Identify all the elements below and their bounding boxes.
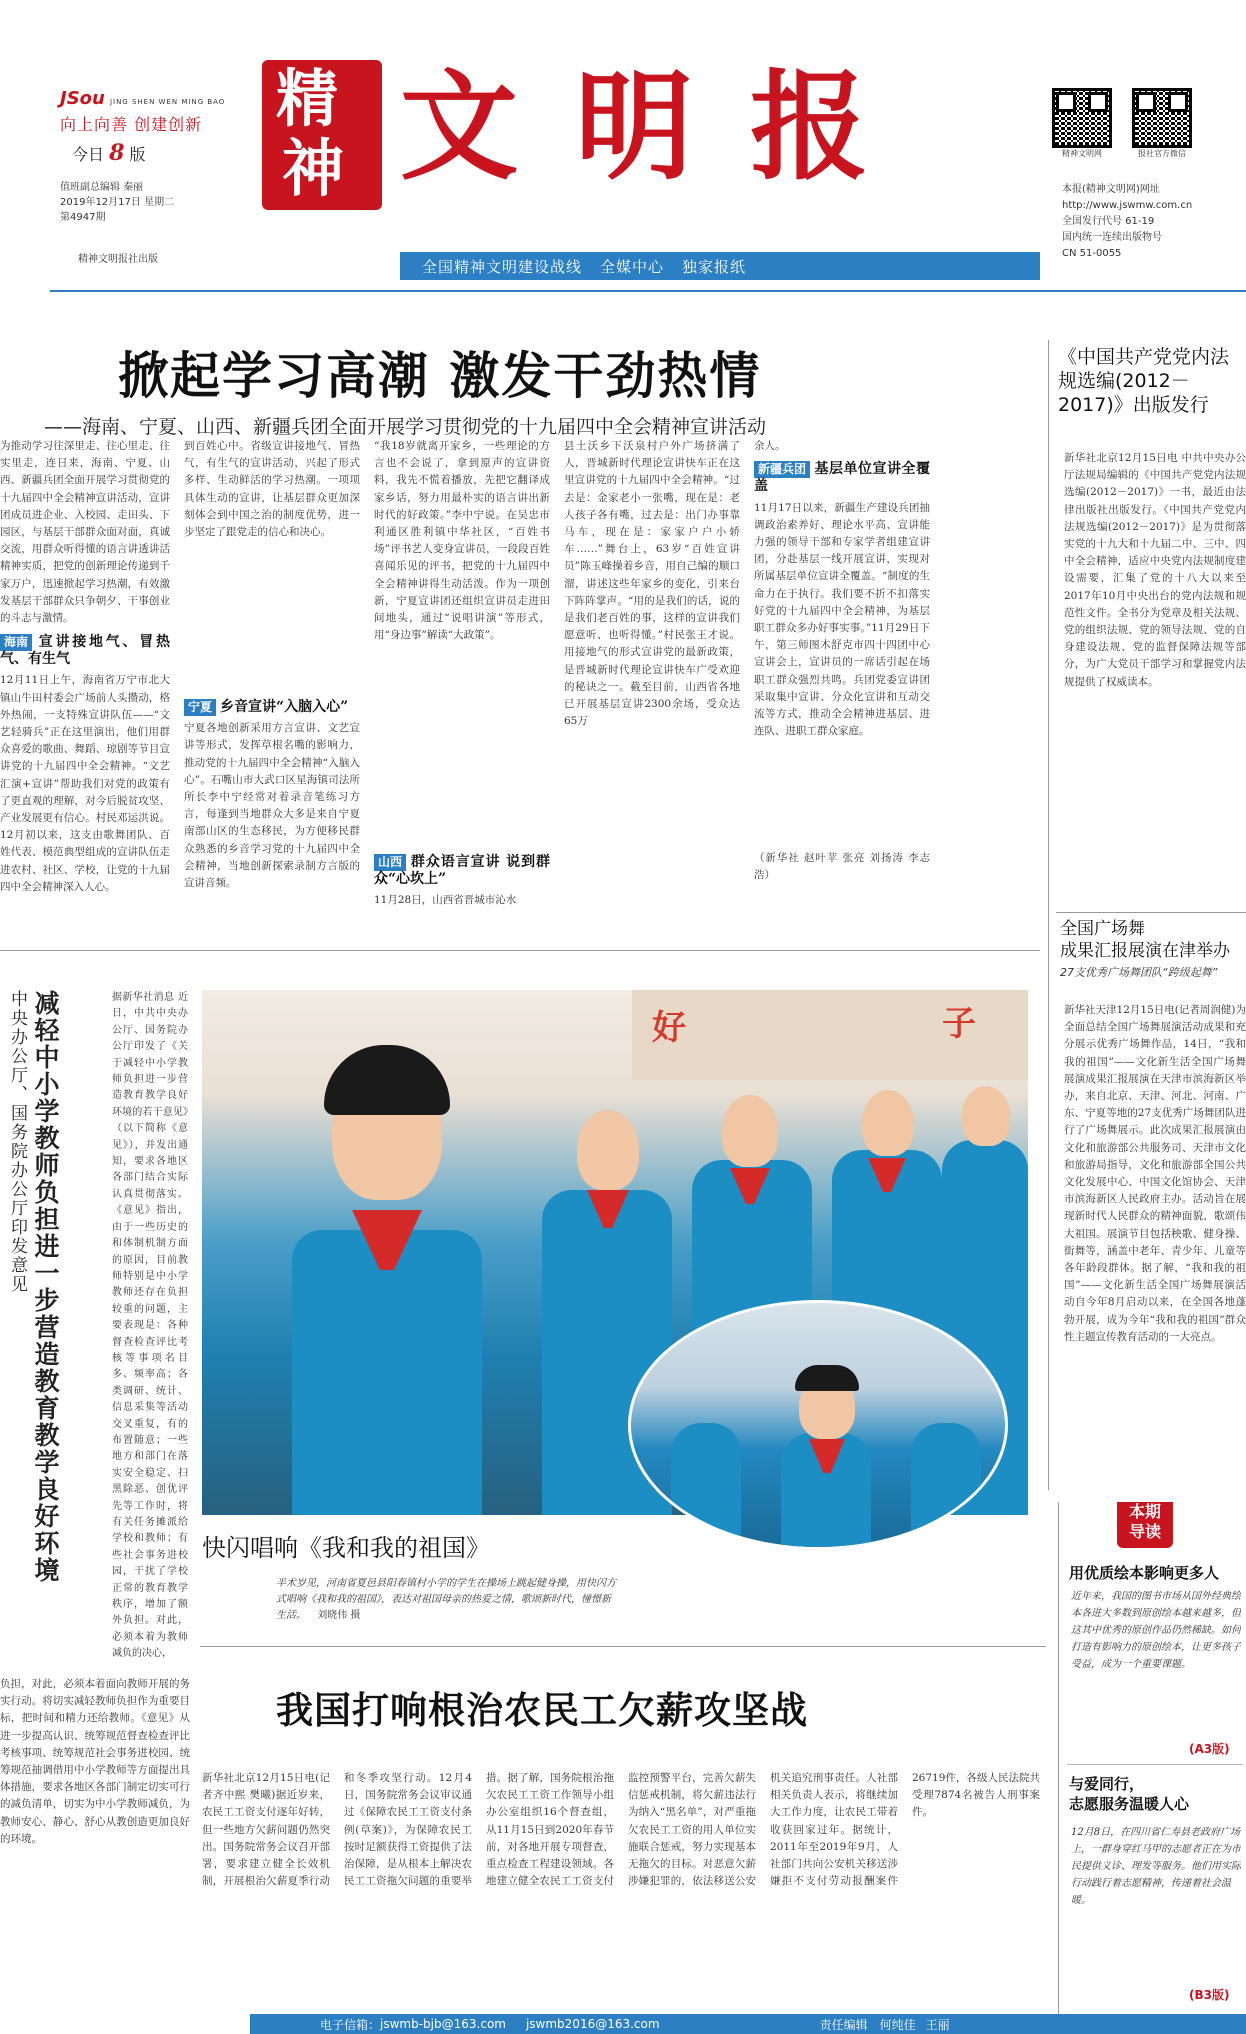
right-mid-title-line: 全国广场舞 <box>1060 919 1145 939</box>
photo-student-face <box>962 1086 1010 1146</box>
section-tag: 新疆兵团 <box>754 461 810 478</box>
section-bingtuan <box>754 461 930 495</box>
today-pages <box>72 140 146 166</box>
guide-item1-title[interactable]: 用优质绘本影响更多人 <box>1069 1564 1220 1582</box>
lead-paragraph: 到百姓心中。省级宣讲接地气、冒热气，有生气的宣讲活动，兴起了形式多样、生动鲜活的学习热潮。一项项具体生动的宣讲，让基层群众更加深刻体会到中国之治的制度优势，进一步坚定了跟党走的信心和决心。 <box>184 440 360 539</box>
brand-small-text: JSou <box>60 88 105 109</box>
photo-student-hair <box>795 1365 859 1391</box>
info-line: 本报(精神文明网)网址 <box>1062 184 1160 195</box>
brand-pinyin: JING SHEN WEN MING BAO <box>109 98 226 106</box>
right-top-body: 新华社北京12月15日电 中共中央办公厅法规局编辑的《中国共产党党内法规选编(2012－2017)》一书，最近由法律出版社出版发行。《中国共产党党内法规选编(2012－2017)》是为贯彻落实党的十九大和十九届二中、三中、四中全会精神，适应中央党内法规制度建设需要，汇集了党的十八大以来至2017年10月中央出台的党内法规和规范性文件。全书分为党章及相关法规、党的组织法规、党的领导法规、党的自身建设法规、党的监督保障法规等部分，为广大党员干部学习和掌握党内法规提供了权威读本。 <box>1064 452 1246 688</box>
info-line: 国内统一连续出版物号 <box>1062 232 1162 243</box>
guide-item1-ref[interactable]: (A3版) <box>1189 1742 1230 1756</box>
lead-col-2 <box>184 438 360 900</box>
masthead-divider <box>50 290 1246 292</box>
issue-meta <box>60 180 174 225</box>
today-prefix: 今日 <box>72 145 105 164</box>
lead-paragraph: 为推动学习往深里走、往心里走、往实里走，连日来，海南、宁夏、山西、新疆兵团全面开展学习贯彻党的十九届四中全会精神宣讲活动，宣讲团成员进企业、入校园、走田头、下园区，与基层干部群众面对面，真诚交流，用群众听得懂的语言讲透讲活精神实质，把党的创新理论传递到千家万户，迅速掀起学习热潮，有效激发基层干部群众只争朝夕、干事创业的斗志与激情。 <box>0 440 170 625</box>
right-mid-subtitle: 27支优秀广场舞团队“跨级起舞” <box>1060 966 1218 979</box>
lead-col-4 <box>564 438 740 922</box>
issue-date: 2019年12月17日 星期二 <box>60 197 175 208</box>
bottom-headline: 我国打响根治农民工欠薪攻坚战 <box>276 1689 808 1732</box>
photo-credit: 刘晓伟 摄 <box>317 1610 361 1621</box>
lead-byline: （新华社 赵叶苹 张亮 刘扬涛 李志浩） <box>754 851 930 881</box>
left-feature-body-lower: 负担，对此，必须本着面向教师开展的务实行动。将切实减轻教师负担作为重要目标，把时间和精力还给教师。《意见》从进一步提高认识、统筹规范督查检查评比考核事项、统筹规范社会事务进校园、统筹规范抽调借用中小学教师等方面提出具体措施，要求各地区各部门制定切实可行的减负清单，切实为中小学教师减负，为教师安心、静心、舒心从教创造更加良好的环境。 <box>0 1678 190 1845</box>
masthead-seal <box>262 60 382 210</box>
guide-item2-ref[interactable]: (B3版) <box>1189 1988 1230 2002</box>
section-title: 基层单位宣讲全覆盖 <box>754 461 930 495</box>
qr-right <box>1132 88 1192 159</box>
lead-article <box>0 438 1040 928</box>
footer-email-2[interactable]: jswmb2016@163.com <box>525 2017 660 2031</box>
masthead-info <box>1062 182 1192 262</box>
info-line: 全国发行代号 61-19 <box>1062 216 1155 227</box>
section-title: 群众语言宣讲 说到群众“心坎上” <box>374 854 550 888</box>
section-title: 乡音宣讲“入脑入心” <box>220 699 349 715</box>
guide-label-line: 导读 <box>1128 1522 1161 1541</box>
lead-paragraph: 12月11日上午，海南省万宁市北大镇山牛田村委会广场前人头攒动，格外热闹，一支特殊宣讲队伍——“文艺轻骑兵”正在这里演出，他们用群众喜爱的歌曲、舞蹈、琼剧等节目宣讲党的十九届四中全会精神。“文艺汇演+宣讲”帮助我们对党的政策有了更直观的理解，对今后脱贫攻坚、产业发展更有信心。村民邓运洪说。12月初以来，这支由歌舞团队、百姓代表、模范典型组成的宣讲队伍走进农村、社区、学校，让党的十九届四中全会精神深入人心。 <box>0 674 170 893</box>
lead-headline: 掀起学习高潮 激发干劲热情 <box>118 347 762 405</box>
bottom-divider <box>200 1646 1046 1647</box>
masthead-title: 文 明 报 <box>400 57 877 196</box>
section-hainan <box>0 634 170 668</box>
section-tag: 海南 <box>0 634 32 651</box>
photo-caption <box>276 1576 616 1624</box>
info-line: http://www.jswmw.com.cn <box>1062 200 1193 211</box>
info-line: CN 51-0055 <box>1062 248 1122 259</box>
guide-label <box>1117 1502 1173 1548</box>
left-feature-body: 据新华社消息 近日，中共中央办公厅、国务院办公厅印发了《关于减轻中小学教师负担进一步营造教育教学良好环境的若干意见》（以下简称《意见》），并发出通知，要求各地区各部门结合实际认真贯彻落实。《意见》指出，由于一些历史的和体制机制方面的原因，目前教师特别是中小学教师还存在负担较重的问题，主要表现是：各种督查检查评比考核等事项名目多、频率高；各类调研、统计、信息采集等活动交叉重复，有的布置随意；一些地方和部门在落实安全稳定、扫黑除恶、创优评先等工作时，将有关任务摊派给学校和教师；有些社会事务进校园，干扰了学校正常的教育教学秩序，增加了额外负担。对此，必须本着为教师减负的决心， <box>112 992 188 1660</box>
photo-student-face <box>577 1110 639 1190</box>
lead-col-3 <box>374 438 550 910</box>
right-divider <box>1056 912 1246 913</box>
feature-photo-inset <box>628 1300 1008 1550</box>
photo-student-face <box>862 1090 914 1156</box>
lead-paragraph: 11月17日以来，新疆生产建设兵团抽调政治素养好、理论水平高、宣讲能力强的领导干部和专家学者组建宣讲团，分赴基层一线开展宣讲，实现对所属基层单位宣讲全覆盖。“制度的生命力在于执行。我们要不折不扣落实好党的十九届四中全会精神，为基层职工群众多办好事实事。”11月29日下午，第三师图木舒克市四十四团中心宣讲会上，宣讲员的一席话引起在场职工群众强烈共鸣。兵团党委宣讲团采取集中宣讲、分众化宣讲和互动交流等方式，推动全会精神进基层、进连队、进职工群众家庭。 <box>754 501 930 738</box>
lead-paragraph: “我18岁就离开家乡，一些理论的方言也不会说了，拿到原声的宣讲资料，我先不慌着播放，先把它翻译成家乡话，努力用最朴实的语言讲出新时代的好政策。”李中宁说。在吴忠市利通区胜利镇中华社区，“百姓书场”评书艺人变身宣讲员，一段段百姓喜闻乐见的评书，把党的十九届四中全会精神讲得生动活泼。作为一项创新，宁夏宣讲团还组织宣讲员走进田间地头，通过“说唱讲演”等形式，用“身边事”解读“大政策”。 <box>374 440 550 642</box>
qr-left <box>1052 88 1112 159</box>
seal-char-jing: 精 <box>276 62 339 135</box>
bar-item-media: 全媒中心 <box>600 257 665 276</box>
guide-item1-body: 近年来，我国的图书市场从国外经典绘本各进大多数到原创绘本越来越多，但这其中优秀的原创作品仍然稀缺。如何打造有影响力的原创绘本，让更多孩子受益，成为一个重要课题。 <box>1071 1591 1241 1670</box>
section-title: 宣讲接地气、冒热气、有生气 <box>0 634 170 668</box>
bar-item-wenming: 全国精神文明建设战线 <box>422 257 583 276</box>
issue-number: 第4947期 <box>60 212 106 223</box>
bottom-article: 新华社北京12月15日电(记者齐中熙 樊曦)据近岁来，农民工工资支付逐年好转，但一些地方欠薪问题仍然突出。国务院常务会议召开部署，要求建立健全长效机制，开展根治欠薪夏季行动和冬季攻坚行动。12月4日，国务院常务会议审议通过《保障农民工工资支付条例(草案)》，为保障农民工按时足额获得工资提供了法治保障，是从根本上解决农民工工资拖欠问题的重要举措。据了解，国务院根治拖欠农民工工资工作领导小组办公室组织16个督查组，从11月15日到2020年春节前，对各地开展专项督查，重点检查工程建设领域。各地建立健全农民工工资支付监控预警平台，完善欠薪失信惩戒机制，将欠薪违法行为纳入“黑名单”，对严重拖欠农民工工资的用人单位实施联合惩戒，努力实现基本无拖欠的目标。对恶意欠薪涉嫌犯罪的，依法移送公安机关追究刑事责任。人社部相关负责人表示，将继续加大工作力度，让农民工带着收获回家过年。据统计，2011年至2019年9月，人社部门共向公安机关移送涉嫌拒不支付劳动报酬案件26719件，各级人民法院共受理7874名被告人刑事案件。 <box>202 1772 1040 1888</box>
photo-sign-char: 好 <box>652 1008 686 1048</box>
section-tag: 宁夏 <box>184 699 216 716</box>
lead-col-5 <box>754 438 930 884</box>
today-page-count: 8 <box>109 140 125 166</box>
publisher: 精神文明报社出版 <box>78 254 158 265</box>
photo-student-face <box>722 1095 778 1167</box>
section-tag: 山西 <box>374 854 406 871</box>
deputy-editor: 值班副总编辑 秦丽 <box>60 182 144 193</box>
qr-code-icon <box>1052 88 1112 148</box>
section-shanxi <box>374 854 550 888</box>
lead-paragraph: 县土沃乡下沃泉村户外广场挤满了人，晋城新时代理论宣讲快车正在这里宣讲党的十九届四中全会精神。“过去是：金家老小一张嘴，现在是：老人孩子各有嘴，过去是：出门办事靠马车，现在是：家家户户小轿车……”舞台上，63岁“百姓宣讲员”陈玉峰操着乡音，用自己编的顺口溜，讲述这些年家乡的变化，引来台下阵阵掌声。“用的是我们的话，说的是我们老百姓的事，这样的宣讲我们愿意听、也听得懂。”村民张王才说。用接地气的形式宣讲党的最新政策，是晋城新时代理论宣讲快车广受欢迎的秘诀之一。截至目前，山西省各地已开展基层宣讲2300余场，受众达65万 <box>564 440 740 728</box>
guide-item2-title[interactable] <box>1069 1774 1189 1814</box>
guide-item2-body: 12月8日，在四川省仁寿县老政府广场上，一群身穿红马甲的志愿者正在为市民提供义诊、理发等服务。他们用实际行动践行着志愿精神，传递着社会温暖。 <box>1071 1827 1241 1906</box>
guide-box <box>1058 1502 1246 2032</box>
guide-item2-title-line: 与爱同行， <box>1069 1775 1145 1793</box>
lead-subheadline: ——海南、宁夏、山西、新疆兵团全面开展学习贯彻党的十九届四中全会精神宣讲活动 <box>44 416 767 438</box>
footer-bar <box>250 2014 1246 2034</box>
slogan: 向上向善 创建创新 <box>60 115 203 134</box>
qr-code-icon <box>1132 88 1192 148</box>
photo-student-uniform <box>292 1230 482 1515</box>
masthead-blue-bar <box>400 252 1040 280</box>
right-mid-title <box>1060 918 1230 962</box>
footer-email-1[interactable]: jswmb-bjb@163.com <box>380 2017 506 2031</box>
photo-student-hair <box>324 1045 450 1115</box>
photo-title: 快闪唱响《我和我的祖国》 <box>202 1534 490 1562</box>
left-feature-title: 减轻中小学教师负担进一步营造教育教学良好环境 <box>31 990 60 1584</box>
lead-paragraph: 11月28日，山西省晋城市沁水 <box>374 894 517 907</box>
photo-caption-text: 半术岁见，河南省夏邑县阳春镇村小学的学生在操场上跳起健身操，用快闪方式唱响《我和我的祖国》，表达对祖国母亲的热爱之情，歌颂新时代，憧憬新生活。 <box>276 1578 616 1621</box>
photo-student-uniform <box>911 1423 981 1550</box>
right-top-title: 《中国共产党党内法规选编(2012－2017)》出版发行 <box>1058 346 1230 416</box>
footer-email-label: 电子信箱： <box>320 2017 381 2032</box>
qr-right-label: 报社官方微信 <box>1138 149 1186 158</box>
bar-item-exclusive: 独家报纸 <box>682 257 747 276</box>
left-feature-subtitle: 中央办公厅、国务院办公厅印发意见 <box>7 990 27 1294</box>
footer-editor: 何纯佳 <box>879 2017 916 2032</box>
today-suffix: 版 <box>129 145 146 164</box>
section-ningxia <box>184 699 360 716</box>
qr-left-label: 精神文明网 <box>1062 149 1102 158</box>
right-mid-title-line: 成果汇报展演在津举办 <box>1060 941 1230 961</box>
guide-divider <box>1067 1764 1243 1765</box>
lead-col-1 <box>0 438 170 912</box>
photo-sign-char: 子 <box>942 1004 976 1044</box>
right-mid-body: 新华社天津12月15日电(记者周润健)为全面总结全国广场舞展演活动成果和充分展示优秀广场舞作品，14日，“我和我的祖国”——文化新生活全国广场舞展演成果汇报展演在天津市滨海新区举办，来自北京、天津、河北、河南、广东、宁夏等地的27支优秀广场舞团队进行了广场舞展示。此次成果汇报展演由文化和旅游部公共服务司、天津市文化和旅游局指导，文化和旅游部全国公共文化发展中心、中国文化馆协会、天津市滨海新区人民政府主办。活动旨在展现新时代人民群众的精神面貌，歌颂伟大祖国。展演节目包括秧歌、健身操、街舞等，涵盖中老年、青少年、儿童等各年龄段群体。据了解，“我和我的祖国”——文化新生活全国广场舞展演活动自今年8月启动以来，在全国各地蓬勃开展，成为今年“我和我的祖国”群众性主题宣传教育活动的一大亮点。 <box>1064 1004 1246 1343</box>
footer-designer: 王丽 <box>925 2017 950 2032</box>
guide-label-line: 本期 <box>1128 1502 1161 1521</box>
lead-paragraph: 宁夏各地创新采用方言宣讲、文艺宣讲等形式，发挥草根名嘴的影响力，推动党的十九届四中全会精神“入脑入心”。石嘴山市大武口区星海镇司法所所长李中宁经常对着录音笔练习方言，每逢到当地群众大多是来自宁夏南部山区的生态移民，为方便移民群众熟悉的乡音学习党的十九届四中全会精神，当地创新探索录制方言版的宣讲音频。 <box>184 722 360 890</box>
right-column-rule <box>1048 340 1049 1490</box>
photo-student-uniform <box>671 1423 741 1550</box>
brand-small-logo <box>60 88 225 109</box>
mid-divider <box>0 950 1040 951</box>
seal-char-shen: 神 <box>282 132 345 205</box>
lead-paragraph: 余人。 <box>754 440 786 452</box>
footer-editor-label: 责任编辑 <box>819 2017 868 2032</box>
guide-item2-title-line: 志愿服务温暖人心 <box>1069 1795 1190 1813</box>
